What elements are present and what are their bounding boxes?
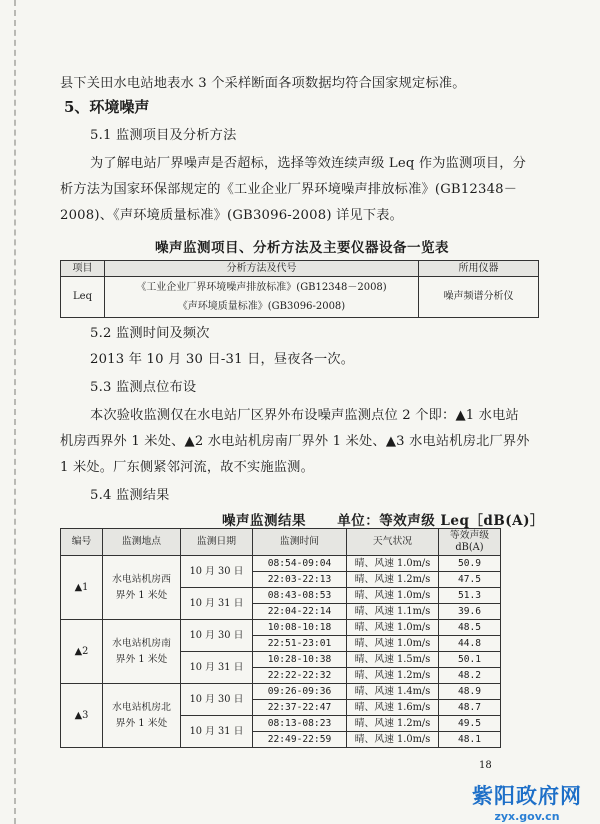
paragraph-points-line-2: 机房西界外 1 米处、▲2 水电站机房南厂界外 1 米处、▲3 水电站机房北厂界外 <box>60 434 530 449</box>
section-heading-noise: 5、环境噪声 <box>64 98 150 116</box>
cell-weather: 晴、风速 1.0m/s <box>347 636 439 652</box>
cell-site <box>103 684 181 748</box>
cell-date: 10 月 30 日 <box>181 684 253 716</box>
cell-time: 10:28-10:38 <box>253 652 347 668</box>
cell-weather: 晴、风速 1.1m/s <box>347 604 439 620</box>
header-level <box>439 529 501 556</box>
site-line-2: 界外 1 米处 <box>115 717 168 729</box>
cell-id: ▲3 <box>61 684 103 748</box>
paragraph-method-line-3: 2008)、《声环境质量标准》(GB3096-2008) 详见下表。 <box>60 208 404 223</box>
table-header-row <box>61 529 501 556</box>
cell-time: 10:08-10:18 <box>253 620 347 636</box>
table1-caption: 噪声监测项目、分析方法及主要仪器设备一览表 <box>155 240 449 256</box>
paragraph-points-line-3: 1 米处。厂东侧紧邻河流，故不实施监测。 <box>60 460 314 475</box>
cell-level: 39.6 <box>439 604 501 620</box>
cell-level: 48.9 <box>439 684 501 700</box>
cell-time: 22:04-22:14 <box>253 604 347 620</box>
table-header-row <box>61 261 539 277</box>
cell-weather: 晴、风速 1.0m/s <box>347 588 439 604</box>
cell-time: 22:03-22:13 <box>253 572 347 588</box>
header-time: 监测时间 <box>253 529 347 556</box>
watermark-url: zyx.gov.cn <box>494 810 560 823</box>
cell-date: 10 月 31 日 <box>181 652 253 684</box>
cell-item: Leq <box>61 277 105 318</box>
cell-weather: 晴、风速 1.0m/s <box>347 556 439 572</box>
subsection-5-3-heading: 5.3 监测点位布设 <box>90 380 197 395</box>
site-line-1: 水电站机房北 <box>112 701 171 713</box>
table-row <box>61 620 501 636</box>
header-weather: 天气状况 <box>347 529 439 556</box>
site-line-1: 水电站机房西 <box>112 573 171 585</box>
cell-level: 44.8 <box>439 636 501 652</box>
cell-level: 50.1 <box>439 652 501 668</box>
cell-weather: 晴、风速 1.4m/s <box>347 684 439 700</box>
cell-weather: 晴、风速 1.2m/s <box>347 668 439 684</box>
paragraph-method-line-2: 析方法为国家环保部规定的《工业企业厂界环境噪声排放标准》(GB12348－ <box>60 182 518 197</box>
cell-weather: 晴、风速 1.5m/s <box>347 652 439 668</box>
cell-date: 10 月 31 日 <box>181 588 253 620</box>
cell-level: 48.2 <box>439 668 501 684</box>
cell-weather: 晴、风速 1.0m/s <box>347 732 439 748</box>
cell-level: 48.5 <box>439 620 501 636</box>
cell-time: 22:37-22:47 <box>253 700 347 716</box>
method-table <box>60 260 539 318</box>
site-watermark <box>454 780 600 823</box>
cell-site <box>103 620 181 684</box>
method-standard-1: 《工业企业厂界环境噪声排放标准》(GB12348－2008) <box>136 282 387 293</box>
table2-caption: 噪声监测结果 单位：等效声级 Leq［dB(A)］ <box>222 513 545 529</box>
cell-weather: 晴、风速 1.6m/s <box>347 700 439 716</box>
header-item: 项目 <box>61 261 105 277</box>
cell-level: 47.5 <box>439 572 501 588</box>
header-level-line-2: dB(A) <box>455 542 484 553</box>
header-instrument: 所用仪器 <box>419 261 539 277</box>
cell-date: 10 月 30 日 <box>181 556 253 588</box>
paragraph-continuation: 县下关田水电站地表水 3 个采样断面各项数据均符合国家规定标准。 <box>60 76 466 91</box>
cell-site <box>103 556 181 620</box>
cell-time: 09:26-09:36 <box>253 684 347 700</box>
watermark-title: 紫阳政府网 <box>472 784 582 808</box>
cell-weather: 晴、风速 1.2m/s <box>347 572 439 588</box>
paragraph-method-line-1: 为了解电站厂界噪声是否超标，选择等效连续声级 Leq 作为监测项目，分 <box>90 156 527 171</box>
header-site: 监测地点 <box>103 529 181 556</box>
header-id: 编号 <box>61 529 103 556</box>
subsection-5-1-heading: 5.1 监测项目及分析方法 <box>90 128 237 143</box>
cell-level: 50.9 <box>439 556 501 572</box>
paragraph-schedule: 2013 年 10 月 30 日-31 日，昼夜各一次。 <box>90 352 355 367</box>
cell-time: 08:13-08:23 <box>253 716 347 732</box>
cell-time: 22:51-23:01 <box>253 636 347 652</box>
cell-weather: 晴、风速 1.2m/s <box>347 716 439 732</box>
site-line-2: 界外 1 米处 <box>115 589 168 601</box>
cell-time: 22:49-22:59 <box>253 732 347 748</box>
method-standard-2: 《声环境质量标准》(GB3096-2008) <box>177 301 346 312</box>
header-level-line-1: 等效声级 <box>449 530 490 541</box>
noise-results-table <box>60 528 501 748</box>
table-row <box>61 556 501 572</box>
paragraph-points-line-1: 本次验收监测仅在水电站厂区界外布设噪声监测点位 2 个即：▲1 水电站 <box>90 408 519 423</box>
cell-level: 51.3 <box>439 588 501 604</box>
site-line-2: 界外 1 米处 <box>115 653 168 665</box>
subsection-5-4-heading: 5.4 监测结果 <box>90 488 170 503</box>
header-method: 分析方法及代号 <box>105 261 419 277</box>
cell-level: 49.5 <box>439 716 501 732</box>
cell-weather: 晴、风速 1.0m/s <box>347 620 439 636</box>
cell-level: 48.1 <box>439 732 501 748</box>
cell-time: 22:22-22:32 <box>253 668 347 684</box>
cell-time: 08:43-08:53 <box>253 588 347 604</box>
cell-level: 48.7 <box>439 700 501 716</box>
table-row <box>61 684 501 700</box>
cell-id: ▲2 <box>61 620 103 684</box>
cell-method <box>105 277 419 318</box>
table-row <box>61 277 539 318</box>
cell-date: 10 月 30 日 <box>181 620 253 652</box>
cell-time: 08:54-09:04 <box>253 556 347 572</box>
cell-instrument: 噪声频谱分析仪 <box>419 277 539 318</box>
site-line-1: 水电站机房南 <box>112 637 171 649</box>
page-number: 18 <box>479 760 492 771</box>
cell-id: ▲1 <box>61 556 103 620</box>
cell-date: 10 月 31 日 <box>181 716 253 748</box>
subsection-5-2-heading: 5.2 监测时间及频次 <box>90 326 210 341</box>
header-date: 监测日期 <box>181 529 253 556</box>
